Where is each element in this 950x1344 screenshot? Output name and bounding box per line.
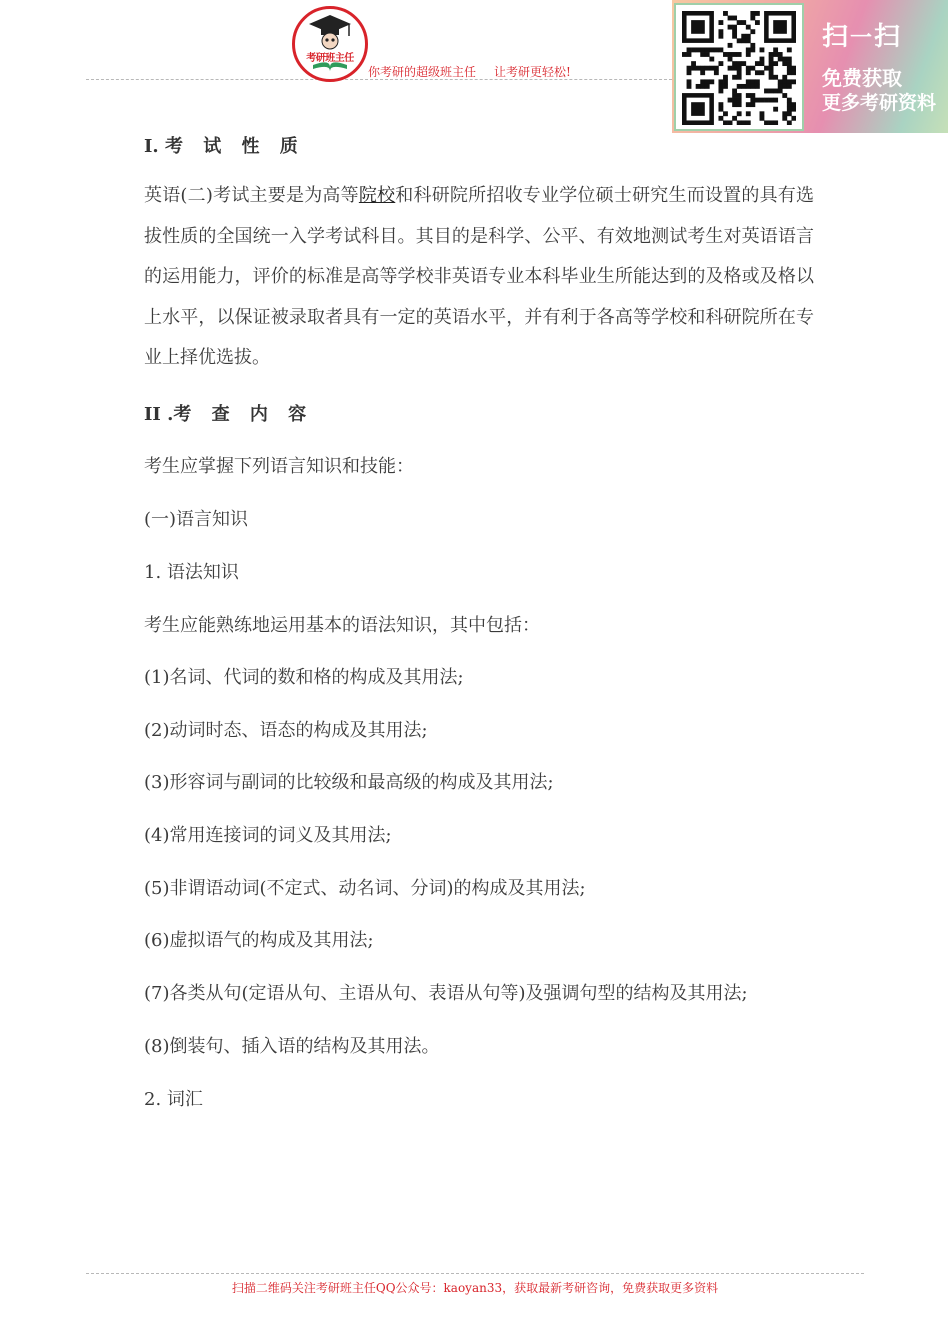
- section-number: I.: [144, 136, 159, 157]
- exam-nature-paragraph: [144, 176, 814, 379]
- footer-divider: [86, 1273, 864, 1274]
- scan-char-1: 扫: [822, 22, 851, 52]
- scan-separator: 一: [850, 26, 875, 51]
- qr-code[interactable]: [674, 3, 804, 131]
- footer-note: 扫描二维码关注考研班主任QQ公众号：kaoyan33，获取最新考研咨询，免费获取更多资料: [231, 1281, 719, 1295]
- list-item: (4)常用连接词的词义及其用法;: [144, 825, 392, 846]
- paragraph-text-rest: 和科研院所招收专业学位硕士研究生而设置的具有选拔性质的全国统一入学考试科目。其目的是科学、公平、有效地测试考生对英语语言的运用能力，评价的标准是高等学校非英语专业本科毕业生所能达到的及格或及格以上水平，以保证被录取者具有一定的英语水平，并有利于各高等学校和科研院所在专业上择优选拔。: [144, 185, 815, 368]
- paragraph-text-start: 英语(二)考试主要是为高等: [144, 185, 359, 206]
- section-title: 考 试 性 质: [164, 136, 305, 157]
- list-item: (2)动词时态、语态的构成及其用法;: [144, 720, 428, 741]
- list-item: (7)各类从句(定语从句、主语从句、表语从句等)及强调句型的结构及其用法;: [144, 983, 748, 1004]
- scan-char-2: 扫: [874, 22, 903, 52]
- section-title: 考 查 内 容: [173, 404, 314, 425]
- promo-banner[interactable]: [672, 0, 948, 133]
- list-item: (3)形容词与副词的比较级和最高级的构成及其用法;: [144, 772, 554, 793]
- logo-text: 考研班主任: [306, 53, 354, 64]
- section-heading-exam-content: [144, 400, 313, 426]
- qr-code-icon: [682, 11, 796, 125]
- subsection-language-knowledge: (一)语言知识: [144, 509, 249, 530]
- graduation-cap-icon: [295, 9, 365, 79]
- list-item: (6)虚拟语气的构成及其用法;: [144, 930, 374, 951]
- list-item: (5)非谓语动词(不定式、动名词、分词)的构成及其用法;: [144, 878, 586, 899]
- subsection-vocabulary: 2. 词汇: [144, 1089, 203, 1110]
- list-item: (8)倒装句、插入语的结构及其用法。: [144, 1036, 440, 1057]
- banner-line-more: 更多考研资料: [822, 92, 937, 114]
- institution-link[interactable]: 院校: [358, 185, 396, 206]
- brand-logo: [292, 6, 368, 82]
- slogan-secondary: 让考研更轻松!: [494, 65, 571, 79]
- grammar-intro: 考生应能熟练地运用基本的语法知识，其中包括：: [144, 615, 540, 636]
- section-number: II .: [144, 404, 174, 425]
- list-item: (1)名词、代词的数和格的构成及其用法;: [144, 667, 464, 688]
- content-intro: 考生应掌握下列语言知识和技能：: [144, 456, 414, 477]
- banner-line-free: 免费获取: [822, 66, 902, 90]
- slogan-primary: 你考研的超级班主任: [368, 65, 477, 79]
- scan-label: [822, 16, 902, 53]
- subsection-grammar: 1. 语法知识: [144, 562, 239, 583]
- section-heading-exam-nature: [144, 132, 305, 158]
